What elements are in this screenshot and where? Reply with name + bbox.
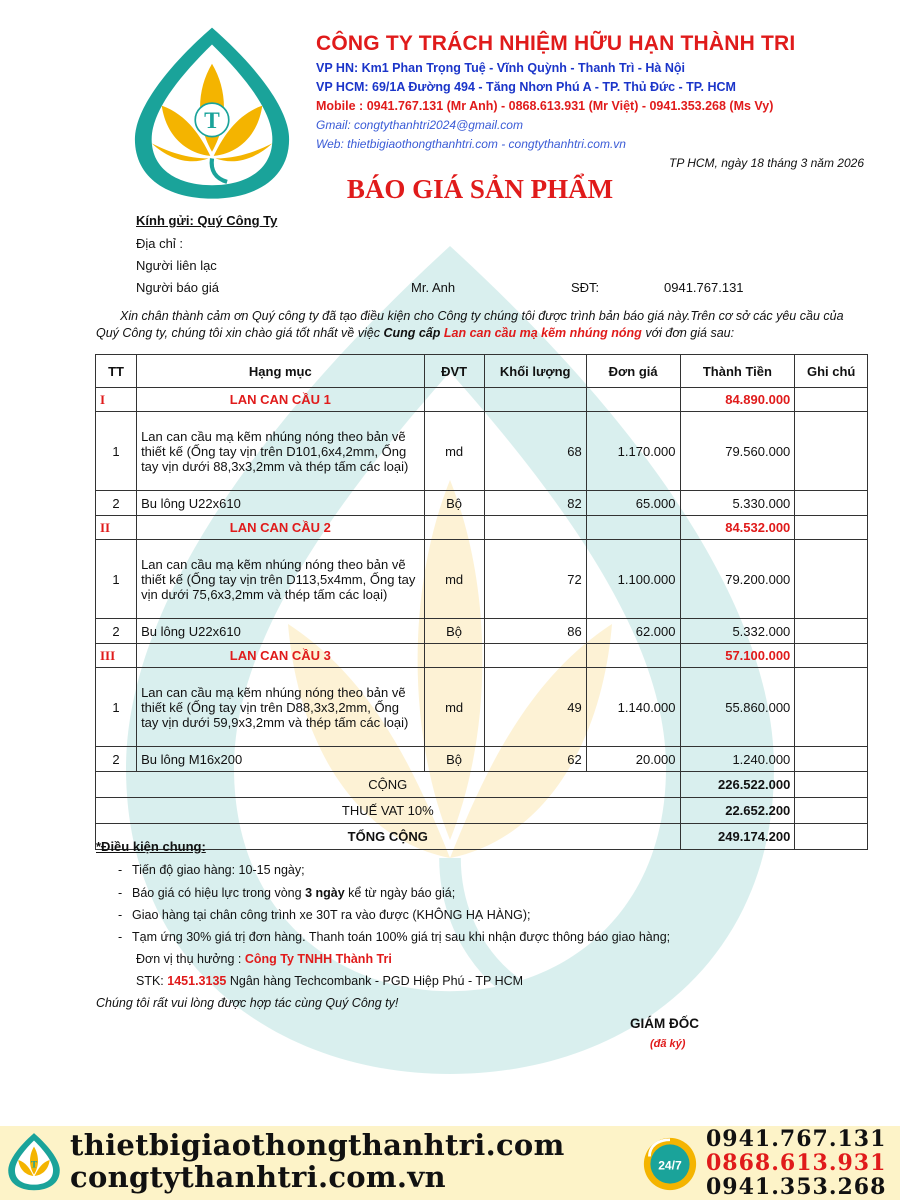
row-amount: 5.330.000 bbox=[680, 491, 795, 516]
contact-label: Người liên lạc bbox=[136, 258, 217, 273]
grand-total-value: 249.174.200 bbox=[680, 824, 795, 850]
quoter-name: Mr. Anh bbox=[411, 280, 456, 295]
row-unit: md bbox=[424, 540, 484, 619]
row-tt: 1 bbox=[96, 668, 137, 747]
row-note bbox=[795, 619, 868, 644]
row-unit: md bbox=[424, 668, 484, 747]
row-item: Lan can cầu mạ kẽm nhúng nóng theo bản vẽ thiết kế (Ống tay vịn trên D88,3x3,2mm, Ống tay vịn dưới 59,9x3,2mm và thép tấm các loại) bbox=[137, 668, 425, 747]
row-note bbox=[795, 747, 868, 772]
table-row bbox=[96, 491, 868, 516]
footer-phone-1[interactable]: 0941.767.131 bbox=[706, 1126, 887, 1152]
col-item: Hạng mục bbox=[137, 355, 425, 388]
row-amount: 1.240.000 bbox=[680, 747, 795, 772]
row-price: 1.100.000 bbox=[586, 540, 680, 619]
col-unit: ĐVT bbox=[424, 355, 484, 388]
quote-table bbox=[95, 354, 868, 850]
closing-line: Chúng tôi rất vui lòng được hợp tác cùng Quý Công ty! bbox=[96, 996, 399, 1010]
grand-total-row bbox=[96, 824, 868, 850]
section-total: 84.532.000 bbox=[680, 516, 795, 540]
row-unit: md bbox=[424, 412, 484, 491]
mobile-line: Mobile : 0941.767.131 (Mr Anh) - 0868.613.931 (Mr Việt) - 0941.353.268 (Ms Vy) bbox=[316, 99, 774, 113]
section-name: LAN CAN CẦU 3 bbox=[137, 644, 425, 668]
section-row bbox=[96, 388, 868, 412]
vat-row bbox=[96, 798, 868, 824]
company-name: CÔNG TY TRÁCH NHIỆM HỮU HẠN THÀNH TRI bbox=[316, 32, 796, 55]
table-row bbox=[96, 540, 868, 619]
row-qty: 72 bbox=[484, 540, 586, 619]
condition-validity: - Báo giá có hiệu lực trong vòng 3 ngày kể từ ngày báo giá; bbox=[118, 886, 456, 900]
row-price: 65.000 bbox=[586, 491, 680, 516]
row-qty: 68 bbox=[484, 412, 586, 491]
quoter-label: Người báo giá bbox=[136, 280, 219, 295]
subtotal-label: CỘNG bbox=[96, 772, 681, 798]
section-number: III bbox=[96, 644, 137, 668]
row-qty: 86 bbox=[484, 619, 586, 644]
row-qty: 82 bbox=[484, 491, 586, 516]
vat-label: THUẾ VAT 10% bbox=[96, 798, 681, 824]
row-unit: Bộ bbox=[424, 491, 484, 516]
signature-title: GIÁM ĐỐC bbox=[630, 1016, 699, 1031]
row-tt: 1 bbox=[96, 540, 137, 619]
page-title: BÁO GIÁ SẢN PHẨM bbox=[346, 174, 614, 204]
row-unit: Bộ bbox=[424, 747, 484, 772]
quote-date: TP HCM, ngày 18 tháng 3 năm 2026 bbox=[669, 156, 864, 170]
phone-value: 0941.767.131 bbox=[664, 280, 744, 295]
section-name: LAN CAN CẦU 1 bbox=[137, 388, 425, 412]
svg-text:T: T bbox=[30, 1160, 38, 1171]
row-item: Bu lông M16x200 bbox=[137, 747, 425, 772]
row-amount: 55.860.000 bbox=[680, 668, 795, 747]
condition-payment: - Tạm ứng 30% giá trị đơn hàng. Thanh toán 100% giá trị sau khi nhận được thông báo giao hàng; bbox=[118, 930, 671, 944]
row-amount: 79.200.000 bbox=[680, 540, 795, 619]
row-price: 62.000 bbox=[586, 619, 680, 644]
office-hcm: VP HCM: 69/1A Đường 494 - Tăng Nhơn Phú A - TP. Thủ Đức - TP. HCM bbox=[316, 80, 736, 94]
row-price: 20.000 bbox=[586, 747, 680, 772]
table-row bbox=[96, 619, 868, 644]
phone-label: SĐT: bbox=[571, 280, 600, 295]
table-row bbox=[96, 747, 868, 772]
email-line[interactable]: Gmail: congtythanhtri2024@gmail.com bbox=[316, 118, 523, 132]
section-row bbox=[96, 644, 868, 668]
section-name: LAN CAN CẦU 2 bbox=[137, 516, 425, 540]
row-note bbox=[795, 491, 868, 516]
address-label: Địa chỉ : bbox=[136, 236, 183, 251]
table-header-row bbox=[96, 355, 868, 388]
office-hn: VP HN: Km1 Phan Trọng Tuệ - Vĩnh Quỳnh - Thanh Trì - Hà Nội bbox=[316, 61, 685, 75]
row-item: Lan can cầu mạ kẽm nhúng nóng theo bản vẽ thiết kế (Ống tay vịn trên D101,6x4,2mm, Ống tay vịn dưới 88,3x3,2mm và thép tấm các loại) bbox=[137, 412, 425, 491]
row-price: 1.170.000 bbox=[586, 412, 680, 491]
table-row bbox=[96, 412, 868, 491]
vat-value: 22.652.200 bbox=[680, 798, 795, 824]
row-price: 1.140.000 bbox=[586, 668, 680, 747]
row-note bbox=[795, 668, 868, 747]
section-number: I bbox=[96, 388, 137, 412]
row-tt: 2 bbox=[96, 619, 137, 644]
condition-shipping: - Giao hàng tại chân công trình xe 30T ra vào được (KHÔNG HẠ HÀNG); bbox=[118, 908, 531, 922]
footer-logo bbox=[6, 1130, 62, 1194]
table-row bbox=[96, 668, 868, 747]
greeting: Kính gửi: Quý Công Ty bbox=[136, 213, 278, 228]
conditions-heading: *Điều kiện chung: bbox=[96, 839, 206, 854]
signature-note: (đã ký) bbox=[650, 1038, 686, 1050]
row-tt: 2 bbox=[96, 491, 137, 516]
col-price: Đơn giá bbox=[586, 355, 680, 388]
section-total: 84.890.000 bbox=[680, 388, 795, 412]
row-item: Bu lông U22x610 bbox=[137, 619, 425, 644]
row-note bbox=[795, 412, 868, 491]
row-qty: 62 bbox=[484, 747, 586, 772]
beneficiary-line: Đơn vị thụ hưởng : Công Ty TNHH Thành Tri bbox=[136, 952, 392, 966]
row-note bbox=[795, 540, 868, 619]
footer-website-1[interactable]: thietbigiaothongthanhtri.com bbox=[70, 1128, 565, 1162]
row-tt: 2 bbox=[96, 747, 137, 772]
section-row bbox=[96, 516, 868, 540]
bank-account-line: STK: 1451.3135 Ngân hàng Techcombank - PGD Hiệp Phú - TP HCM bbox=[136, 974, 524, 988]
subtotal-value: 226.522.000 bbox=[680, 772, 795, 798]
col-qty: Khối lượng bbox=[484, 355, 586, 388]
col-note: Ghi chú bbox=[795, 355, 868, 388]
svg-text:T: T bbox=[204, 108, 220, 135]
footer-phone-3[interactable]: 0941.353.268 bbox=[706, 1174, 887, 1200]
footer-phone-2[interactable]: 0868.613.931 bbox=[706, 1150, 887, 1176]
row-unit: Bộ bbox=[424, 619, 484, 644]
grand-total-label: TỔNG CỘNG bbox=[96, 824, 681, 850]
section-number: II bbox=[96, 516, 137, 540]
row-amount: 5.332.000 bbox=[680, 619, 795, 644]
subtotal-row bbox=[96, 772, 868, 798]
badge-label: 24/7 bbox=[658, 1158, 682, 1173]
row-qty: 49 bbox=[484, 668, 586, 747]
section-total: 57.100.000 bbox=[680, 644, 795, 668]
footer-website-2[interactable]: congtythanhtri.com.vn bbox=[70, 1160, 446, 1194]
intro-paragraph: Xin chân thành cảm ơn Quý công ty đã tạo điều kiện cho Công ty chúng tôi được trình bản báo giá này.Trên cơ sở các yêu cầu của Quý Công ty, chúng tôi xin chào giá tốt nhất về việc Cung cấp Lan can cầu mạ kẽm nhúng nóng với đơn giá sau: bbox=[96, 309, 844, 340]
col-tt: TT bbox=[96, 355, 137, 388]
row-item: Bu lông U22x610 bbox=[137, 491, 425, 516]
condition-delivery: - Tiến độ giao hàng: 10-15 ngày; bbox=[118, 863, 305, 877]
web-line[interactable]: Web: thietbigiaothongthanhtri.com - congtythanhtri.com.vn bbox=[316, 137, 626, 151]
row-tt: 1 bbox=[96, 412, 137, 491]
row-item: Lan can cầu mạ kẽm nhúng nóng theo bản vẽ thiết kế (Ống tay vịn trên D113,5x4mm, Ống tay vịn dưới 75,6x3,2mm và thép tấm các loại) bbox=[137, 540, 425, 619]
support-24-7-icon bbox=[642, 1136, 698, 1192]
col-amount: Thành Tiền bbox=[680, 355, 795, 388]
row-amount: 79.560.000 bbox=[680, 412, 795, 491]
